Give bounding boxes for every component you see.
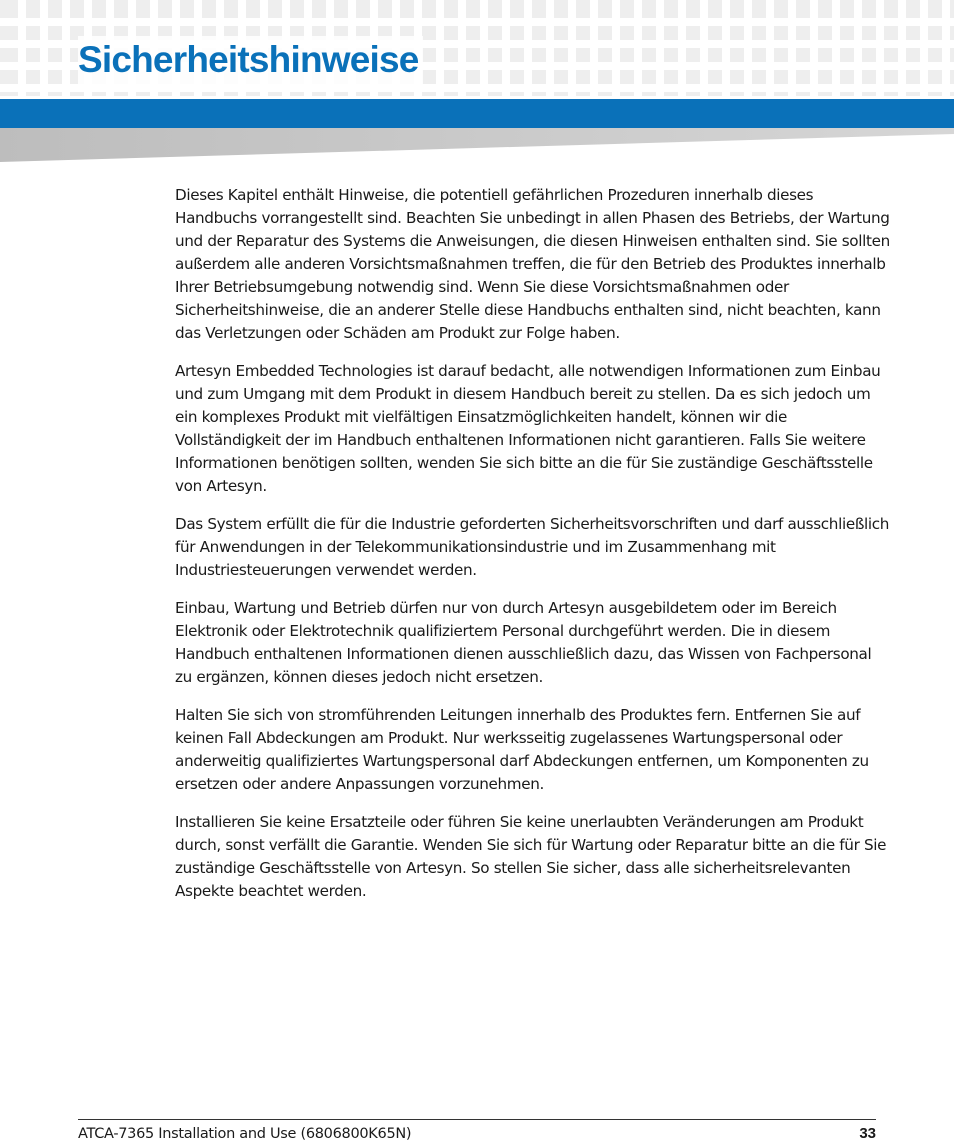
paragraph-modifications: Installieren Sie keine Ersatzteile oder führen Sie keine unerlaubten Veränderungen am Produkt durch, sonst verfällt die Garantie. Wenden Sie sich für Wartung oder Reparatur bitte an die für Sie zuständige Geschäftsstelle von Artesyn. So stellen Sie sicher, dass alle sicherheitsrelevanten Aspekte beachtet werden. bbox=[175, 813, 887, 900]
gray-wedge-shape bbox=[0, 128, 954, 162]
footer-document-title: ATCA-7365 Installation and Use (6806800K65N) bbox=[78, 1126, 412, 1142]
paragraph-personnel: Einbau, Wartung und Betrieb dürfen nur von durch Artesyn ausgebildetem oder im Bereich Elektronik oder Elektrotechnik qualifiziertem Personal durchgeführt werden. Die in diesem Handbuch enthaltenen Informationen dienen ausschließlich dazu, das Wissen von Fachpersonal zu ergänzen, können dieses jedoch nicht ersetzen. bbox=[175, 599, 872, 686]
header-gray-wedge bbox=[0, 128, 954, 162]
footer-rule bbox=[78, 1119, 876, 1120]
paragraph-live-circuits: Halten Sie sich von stromführenden Leitungen innerhalb des Produktes fern. Entfernen Sie auf keinen Fall Abdeckungen am Produkt. Nur werksseitig zugelassenes Wartungspersonal oder anderweitig qualifiziertes Wartungspersonal darf Abdeckungen entfernen, um Komponenten zu ersetzen oder andere Anpassungen vorzunehmen. bbox=[175, 706, 869, 793]
paragraph-usage: Das System erfüllt die für die Industrie geforderten Sicherheitsvorschriften und darf ausschließlich für Anwendungen in der Telekommunikationsindustrie und im Zusammenhang mit Industriesteuerungen verwendet werden. bbox=[175, 515, 890, 579]
paragraph-intro: Dieses Kapitel enthält Hinweise, die potentiell gefährlichen Prozeduren innerhalb dieses Handbuchs vorrangestellt sind. Beachten Sie unbedingt in allen Phasen des Betriebs, der Wartung und der Reparatur des Systems die Anweisungen, die diesen Hinweisen enthalten sind. Sie sollten außerdem alle anderen Vorsichtsmaßnahmen treffen, die für den Betrieb des Produktes innerhalb Ihrer Betriebsumgebung notwendig sind. Wenn Sie diese Vorsichtsmaßnahmen oder Sicherheitshinweise, die an anderer Stelle diese Handbuchs enthalten sind, nicht beachten, kann das Verletzungen oder Schäden am Produkt zur Folge haben. bbox=[175, 186, 890, 342]
body-content bbox=[175, 184, 890, 918]
header-blue-bar bbox=[0, 99, 954, 128]
page-number: 33 bbox=[859, 1125, 876, 1142]
paragraph-information: Artesyn Embedded Technologies ist darauf bedacht, alle notwendigen Informationen zum Einbau und zum Umgang mit dem Produkt in diesem Handbuch bereit zu stellen. Da es sich jedoch um ein komplexes Produkt mit vielfältigen Einsatzmöglichkeiten handelt, können wir die Vollständigkeit der im Handbuch enthaltenen Informationen nicht garantieren. Falls Sie weitere Informationen benötigen sollten, wenden Sie sich bitte an die für Sie zuständige Geschäftsstelle von Artesyn. bbox=[175, 362, 881, 495]
page-title: Sicherheitshinweise bbox=[78, 36, 423, 84]
